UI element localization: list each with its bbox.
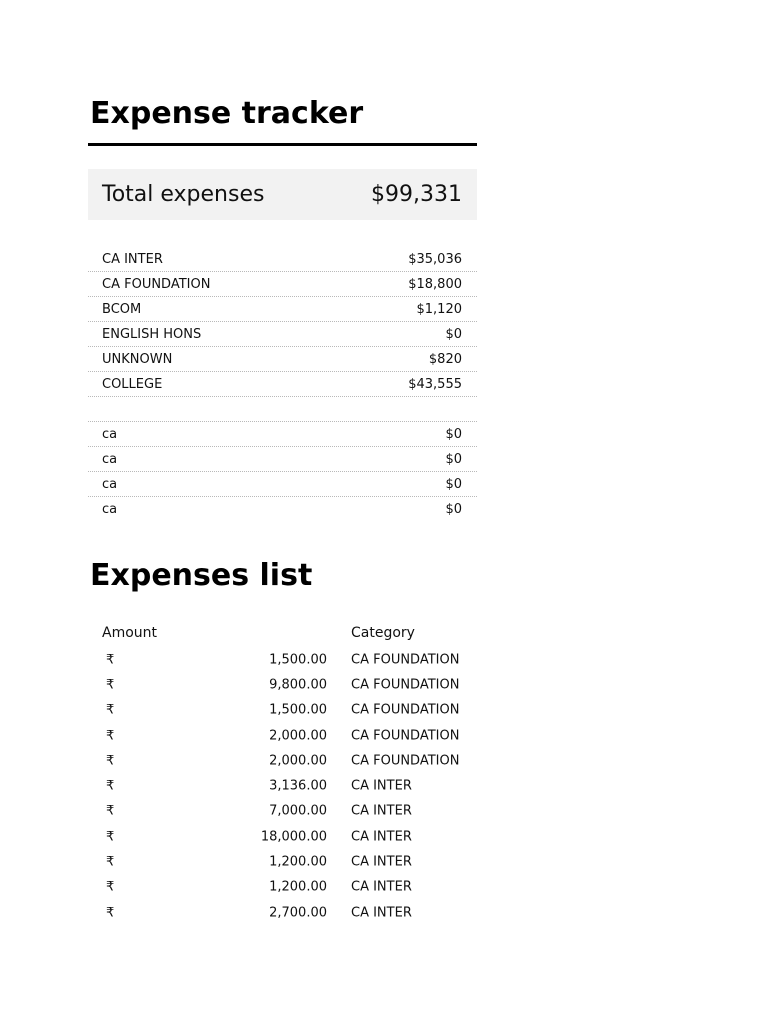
table-row xyxy=(88,672,477,697)
expense-amount: 2,000.00 xyxy=(269,753,327,769)
subcategory-name: ca xyxy=(102,476,118,492)
currency-symbol: ₹ xyxy=(106,652,115,668)
expense-category: CA INTER xyxy=(351,829,412,845)
expense-category: CA INTER xyxy=(351,778,412,794)
expense-amount: 18,000.00 xyxy=(260,829,327,845)
expense-category: CA INTER xyxy=(351,854,412,870)
table-row xyxy=(88,824,477,849)
category-amount: $0 xyxy=(445,326,462,342)
subcategory-amount: $0 xyxy=(445,426,462,442)
title-divider xyxy=(88,143,477,146)
table-row xyxy=(88,748,477,773)
expenses-table-header xyxy=(88,619,477,647)
currency-symbol: ₹ xyxy=(106,753,115,769)
currency-symbol: ₹ xyxy=(106,728,115,744)
subcategory-amount: $0 xyxy=(445,451,462,467)
expense-category: CA FOUNDATION xyxy=(351,753,460,769)
total-expenses-panel xyxy=(88,169,477,220)
expense-amount: 9,800.00 xyxy=(269,677,327,693)
expense-amount: 1,500.00 xyxy=(269,702,327,718)
expense-category: CA FOUNDATION xyxy=(351,677,460,693)
category-name: CA FOUNDATION xyxy=(102,276,211,292)
category-amount: $43,555 xyxy=(408,376,462,392)
category-total-row xyxy=(88,372,477,397)
category-total-row xyxy=(88,247,477,272)
expenses-list-title: Expenses list xyxy=(90,558,313,593)
page-title: Expense tracker xyxy=(90,96,364,131)
category-total-row xyxy=(88,347,477,372)
category-total-row xyxy=(88,297,477,322)
subcategory-amount: $0 xyxy=(445,502,462,517)
category-amount: $35,036 xyxy=(408,251,462,267)
category-totals-list xyxy=(88,247,477,522)
currency-symbol: ₹ xyxy=(106,677,115,693)
subcategory-total-row xyxy=(88,422,477,447)
table-row xyxy=(88,799,477,824)
currency-symbol: ₹ xyxy=(106,778,115,794)
category-column-header: Category xyxy=(351,625,415,641)
table-row xyxy=(88,849,477,874)
expenses-table-body xyxy=(88,647,477,925)
category-total-row xyxy=(88,322,477,347)
expense-amount: 1,200.00 xyxy=(269,879,327,895)
subcategory-total-row xyxy=(88,472,477,497)
expense-amount: 2,700.00 xyxy=(269,905,327,921)
subcategory-name: ca xyxy=(102,502,118,517)
subcategory-name: ca xyxy=(102,426,118,442)
category-name: CA INTER xyxy=(102,251,163,267)
category-amount: $1,120 xyxy=(416,301,462,317)
category-name: BCOM xyxy=(102,301,142,317)
table-row xyxy=(88,723,477,748)
category-name: UNKNOWN xyxy=(102,351,173,367)
subcategory-amount: $0 xyxy=(445,476,462,492)
subcategory-total-row xyxy=(88,447,477,472)
amount-column-header: Amount xyxy=(102,625,158,641)
currency-symbol: ₹ xyxy=(106,879,115,895)
category-amount: $18,800 xyxy=(408,276,462,292)
currency-symbol: ₹ xyxy=(106,905,115,921)
category-total-row xyxy=(88,272,477,297)
expense-amount: 1,500.00 xyxy=(269,652,327,668)
expense-category: CA FOUNDATION xyxy=(351,652,460,668)
expense-category: CA INTER xyxy=(351,905,412,921)
currency-symbol: ₹ xyxy=(106,803,115,819)
category-name: ENGLISH HONS xyxy=(102,326,202,342)
expense-amount: 1,200.00 xyxy=(269,854,327,870)
expenses-table xyxy=(88,619,477,925)
currency-symbol: ₹ xyxy=(106,829,115,845)
empty-row xyxy=(88,397,477,422)
table-row xyxy=(88,900,477,925)
subcategory-name: ca xyxy=(102,451,118,467)
currency-symbol: ₹ xyxy=(106,702,115,718)
table-row xyxy=(88,773,477,798)
expense-amount: 7,000.00 xyxy=(269,803,327,819)
expense-category: CA FOUNDATION xyxy=(351,728,460,744)
expense-amount: 2,000.00 xyxy=(269,728,327,744)
expense-amount: 3,136.00 xyxy=(269,778,327,794)
category-amount: $820 xyxy=(428,351,462,367)
expense-category: CA INTER xyxy=(351,879,412,895)
category-name: COLLEGE xyxy=(102,376,163,392)
table-row xyxy=(88,698,477,723)
expense-category: CA FOUNDATION xyxy=(351,702,460,718)
table-row xyxy=(88,875,477,900)
table-row xyxy=(88,647,477,672)
total-expenses-value: $99,331 xyxy=(371,182,462,207)
total-expenses-label: Total expenses xyxy=(102,182,265,207)
subcategory-total-row xyxy=(88,497,477,522)
expense-category: CA INTER xyxy=(351,803,412,819)
currency-symbol: ₹ xyxy=(106,854,115,870)
